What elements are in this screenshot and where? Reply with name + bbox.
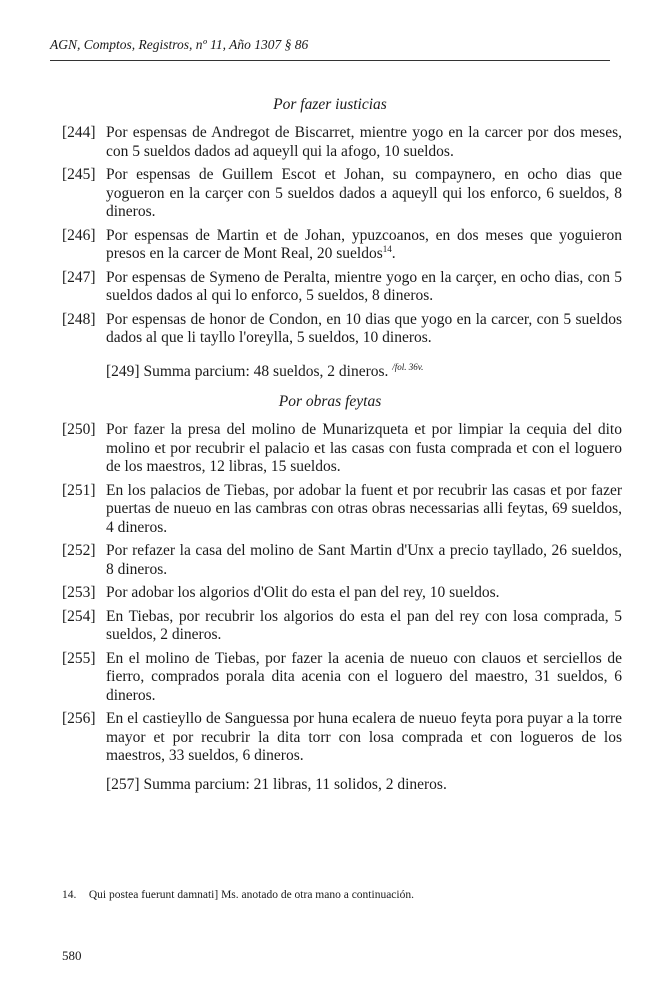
section-obras-entries xyxy=(62,421,622,794)
section-iusticias-entries xyxy=(62,124,622,381)
entry-text: En el molino de Tiebas, por fazer la acenia de nueuo con clauos et serciellos de fierro, comprados porala dita acenia con el loguero del maestro, 31 sueldos, 6 dineros. xyxy=(106,649,622,704)
entry-251 xyxy=(62,482,622,538)
entry-text: Por espensas de Andregot de Biscarret, mientre yogo en la carcer por dos meses, con 5 sueldos dados ad aqueyll qui la afogo, 10 sueldos. xyxy=(106,124,622,160)
entry-245 xyxy=(62,166,622,222)
entry-number: [251] xyxy=(62,481,96,499)
folio-marker: /fol. 36v. xyxy=(392,361,424,372)
entry-247 xyxy=(62,269,622,306)
section-title-iusticias: Por fazer iusticias xyxy=(273,96,387,113)
entry-text: Por refazer la casa del molino de Sant Martin d'Unx a precio tayllado, 26 sueldos, 8 dineros. xyxy=(106,542,622,578)
entry-number: [254] xyxy=(62,607,96,625)
entry-text-main: Por espensas de Martin et de Johan, ypuzcoanos, en dos meses que yoguieron presos en la carcer de Mont Real, 20 sueldos xyxy=(106,226,622,262)
entry-256 xyxy=(62,710,622,766)
entry-text xyxy=(106,227,622,264)
entry-number: [256] xyxy=(62,710,96,727)
entry-number: [250] xyxy=(62,421,96,438)
entry-255 xyxy=(62,650,622,706)
entry-text-end: . xyxy=(391,245,396,262)
running-head: AGN, Comptos, Registros, nº 11, Año 1307 § 86 xyxy=(50,36,610,61)
entry-text: En los palacios de Tiebas, por adobar la fuent et por recubrir las casas et por fazer puertas de nueuo en las cambras con otras obras necessarias alli feytas, 69 sueldos, 4 dineros. xyxy=(106,481,622,536)
entry-text: Por espensas de Guillem Escot et Johan, su compaynero, en ocho dias que yogueron en la carçer con 5 sueldos dados a aqueyll qui los enforco, 6 sueldos, 8 dineros. xyxy=(106,166,622,220)
summa-number: [257] xyxy=(106,775,140,793)
footnote-number: 14. xyxy=(62,889,77,901)
summa-text: Summa parcium: 21 libras, 11 solidos, 2 dineros. xyxy=(143,775,447,793)
entry-number: [245] xyxy=(62,166,96,183)
entry-text: En el castieyllo de Sanguessa por huna ecalera de nueuo feyta pora puyar a la torre mayor et por recubrir la dita torr con losa comprada et con logueros de los maestros, 33 sueldos, 6 dineros. xyxy=(106,710,622,764)
entry-number: [255] xyxy=(62,649,96,667)
entry-254 xyxy=(62,608,622,645)
footnote-14 xyxy=(62,888,622,903)
summa-249 xyxy=(106,358,622,382)
entry-250 xyxy=(62,421,622,477)
entry-text: Por fazer la presa del molino de Munarizqueta et por limpiar la cequia del dito molino et por recubrir el palacio et las casas con fusta comprada et con el loguero de los maestros, 12 libras, 15 sueldos. xyxy=(106,421,622,475)
entry-246 xyxy=(62,227,622,264)
entry-248 xyxy=(62,311,622,348)
summa-257 xyxy=(106,776,622,795)
entry-number: [246] xyxy=(62,226,96,244)
summa-number: [249] xyxy=(106,362,140,380)
entry-244 xyxy=(62,124,622,161)
entry-253 xyxy=(62,584,622,603)
entry-number: [247] xyxy=(62,268,96,286)
entry-text: Por espensas de honor de Condon, en 10 dias que yogo en la carcer, con 5 sueldos dados al que li tayllo l'oreylla, 5 sueldos, 10 dineros. xyxy=(106,310,622,346)
entry-252 xyxy=(62,542,622,579)
entry-text: En Tiebas, por recubrir los algorios do esta el pan del rey con losa comprada, 5 sueldos, 2 dineros. xyxy=(106,607,622,643)
summa-text: Summa parcium: 48 sueldos, 2 dineros. xyxy=(143,362,389,380)
entry-number: [244] xyxy=(62,124,96,141)
page-number: 580 xyxy=(62,948,82,963)
entry-text: Por adobar los algorios d'Olit do esta el pan del rey, 10 sueldos. xyxy=(106,584,500,601)
footnote-reference[interactable]: 14 xyxy=(382,243,392,254)
entry-number: [248] xyxy=(62,310,96,328)
entry-text: Por espensas de Symeno de Peralta, mientre yogo en la carçer, en ocho dias, con 5 sueldos dados al qui lo enforco, 5 sueldos, 8 dineros. xyxy=(106,268,622,304)
entry-number: [253] xyxy=(62,584,96,601)
section-title-obras: Por obras feytas xyxy=(278,393,382,410)
footnote-text: Qui postea fuerunt damnati] Ms. anotado de otra mano a continuación. xyxy=(88,889,414,901)
entry-number: [252] xyxy=(62,542,96,559)
